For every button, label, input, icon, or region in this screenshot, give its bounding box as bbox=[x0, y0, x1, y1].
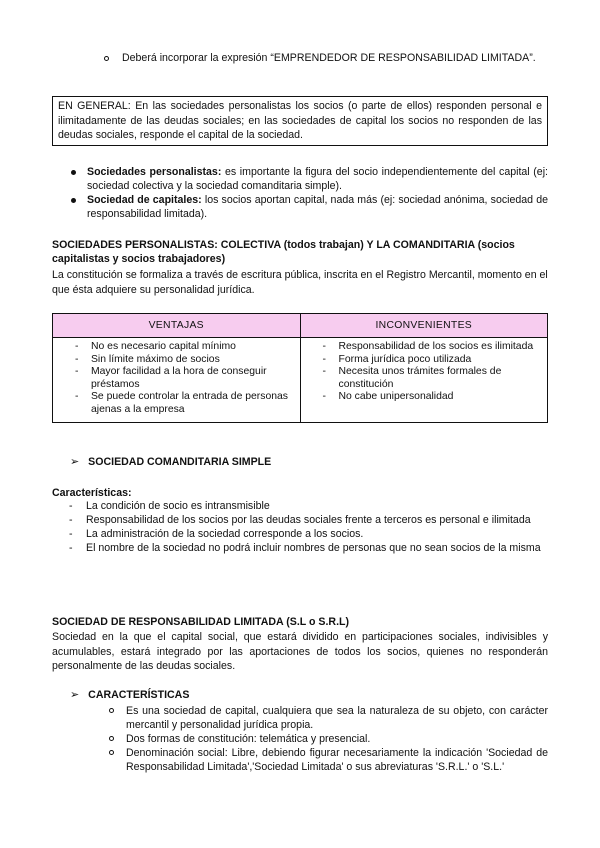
item-text: El nombre de la sociedad no podrá incluir nombres de personas que no sean socios de la misma bbox=[86, 542, 541, 554]
item-text: La condición de socio es intransmisible bbox=[86, 500, 270, 512]
dot-bullet-icon bbox=[71, 198, 76, 203]
arrowhead-bullet-icon: ➢ bbox=[70, 688, 80, 701]
inconvenientes-header: INCONVENIENTES bbox=[300, 314, 548, 338]
type-term: Sociedades personalistas: bbox=[87, 166, 222, 178]
type-text: los socios aportan capital, nada más (ej: sociedad anónima, sociedad de responsabilidad limitada). bbox=[87, 194, 548, 220]
ventajas-inconvenientes-table bbox=[52, 313, 548, 423]
list-item: - La administración de la sociedad corresponde a los socios. bbox=[69, 528, 364, 540]
type-term: Sociedad de capitales: bbox=[87, 194, 202, 206]
list-item bbox=[104, 746, 548, 774]
list-item: - Sin límite máximo de socios bbox=[75, 354, 292, 367]
top-item-text: Deberá incorporar la expresión “EMPRENDEDOR DE RESPONSABILIDAD LIMITADA”. bbox=[122, 52, 536, 64]
srl-subheading: CARACTERÍSTICAS bbox=[88, 689, 190, 701]
top-list-item bbox=[104, 51, 548, 65]
circle-bullet-icon bbox=[109, 750, 114, 755]
list-item: - Se puede controlar la entrada de personas ajenas a la empresa bbox=[75, 391, 292, 416]
dot-bullet-icon bbox=[71, 170, 76, 175]
list-item: - No es necesario capital mínimo bbox=[75, 341, 292, 354]
srl-subheading-row bbox=[70, 688, 189, 702]
type-item-capitales bbox=[70, 193, 548, 221]
comanditaria-list bbox=[52, 499, 548, 555]
comanditaria-heading-row bbox=[70, 455, 271, 469]
circle-bullet-icon bbox=[109, 708, 114, 713]
list-item: - El nombre de la sociedad no podrá incluir nombres de personas que no sean socios de la misma bbox=[69, 542, 541, 554]
list-item bbox=[104, 704, 548, 732]
item-text: Responsabilidad de los socios por las deudas sociales frente a terceros es personal e ilimitada bbox=[86, 514, 531, 526]
item-text: La administración de la sociedad corresponde a los socios. bbox=[86, 528, 364, 540]
inconvenientes-list bbox=[301, 338, 548, 409]
list-item: - No cabe unipersonalidad bbox=[323, 391, 540, 404]
list-item: - Mayor facilidad a la hora de conseguir préstamos bbox=[75, 366, 292, 391]
caracteristicas-label: Características: bbox=[52, 487, 132, 499]
srl-list bbox=[104, 704, 548, 774]
personalistas-heading: SOCIEDADES PERSONALISTAS: COLECTIVA (todos trabajan) Y LA COMANDITARIA (socios capitalistas y socios trabajadores) bbox=[52, 239, 515, 265]
item-text: Es una sociedad de capital, cualquiera que sea la naturaleza de su objeto, con carácter mercantil y personalidad jurídica propia. bbox=[126, 705, 548, 731]
ventajas-cell bbox=[53, 338, 301, 423]
item-text: Dos formas de constitución: telemática y presencial. bbox=[126, 733, 371, 745]
list-item: - Forma jurídica poco utilizada bbox=[323, 354, 540, 367]
inconvenientes-cell bbox=[300, 338, 548, 423]
comanditaria-heading: SOCIEDAD COMANDITARIA SIMPLE bbox=[88, 456, 272, 468]
general-summary-box: EN GENERAL: En las sociedades personalistas los socios (o parte de ellos) responden personal e ilimitadamente de las deudas sociales; en las sociedades de capital los socios no responden de las deudas sociales, responde el capital de la sociedad. bbox=[52, 96, 548, 146]
circle-bullet-icon bbox=[109, 736, 114, 741]
list-item: - Necesita unos trámites formales de constitución bbox=[323, 366, 540, 391]
ventajas-list bbox=[53, 338, 300, 422]
srl-text: Sociedad en la que el capital social, que estará dividido en participaciones sociales, indivisibles y acumulables, estará integrado por las aportaciones de todos los socios, quienes no responderán personalmente de las deudas sociales. bbox=[52, 631, 548, 672]
company-types-list bbox=[70, 165, 548, 221]
list-item: - Responsabilidad de los socios es ilimitada bbox=[323, 341, 540, 354]
list-item: - Responsabilidad de los socios por las deudas sociales frente a terceros es personal e ilimitada bbox=[69, 514, 531, 526]
ventajas-header: VENTAJAS bbox=[53, 314, 301, 338]
personalistas-text: La constitución se formaliza a través de escritura pública, inscrita en el Registro Mercantil, momento en el que ésta adquiere su personalidad jurídica. bbox=[52, 269, 548, 296]
list-item: - La condición de socio es intransmisible bbox=[69, 500, 270, 512]
srl-heading: SOCIEDAD DE RESPONSABILIDAD LIMITADA (S.L o S.R.L) bbox=[52, 616, 350, 628]
arrowhead-bullet-icon: ➢ bbox=[70, 455, 80, 468]
circle-bullet-icon bbox=[104, 56, 109, 61]
item-text: Denominación social: Libre, debiendo figurar necesariamente la indicación 'Sociedad de Responsabilidad Limitada','Sociedad Limitada' o sus abreviaturas 'S.R.L.' o 'S.L.' bbox=[126, 747, 548, 773]
type-text: es importante la figura del socio independientemente del capital (ej: sociedad colectiva y la sociedad comanditaria simple). bbox=[87, 166, 548, 192]
list-item bbox=[104, 732, 548, 746]
type-item-personalistas bbox=[70, 165, 548, 193]
